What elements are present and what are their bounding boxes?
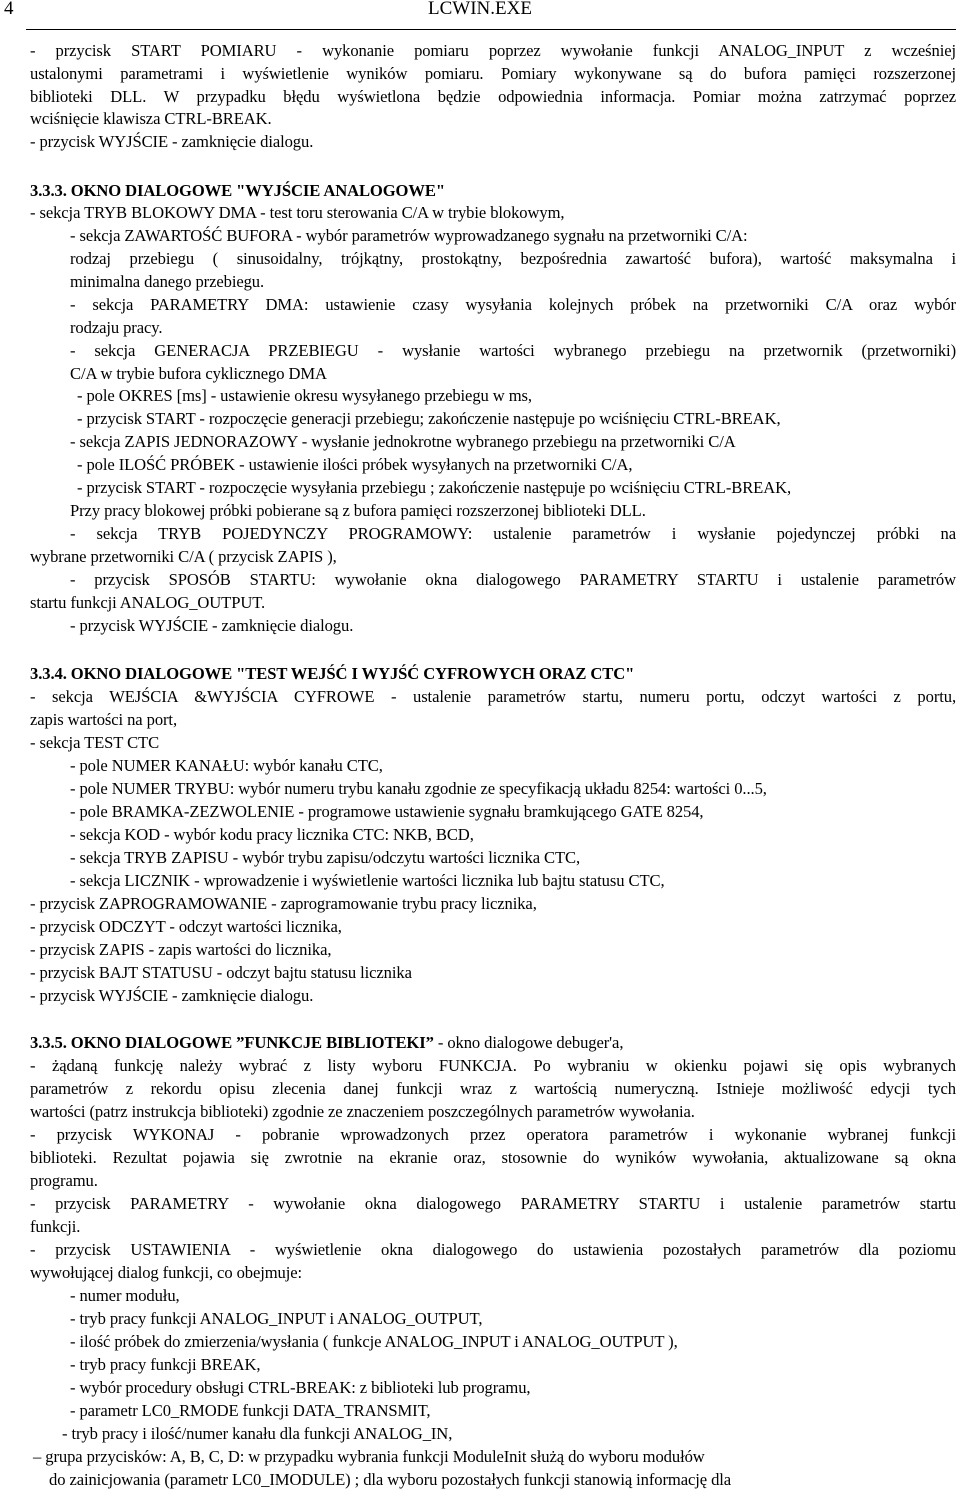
text-line: - pole NUMER KANAŁU: wybór kanału CTC,	[70, 756, 383, 775]
section-heading-line	[30, 1033, 623, 1053]
text-line: wybrane przetworniki C/A ( przycisk ZAPIS ),	[30, 547, 337, 566]
text-line: - ilość próbek do zmierzenia/wysłania ( funkcje ANALOG_INPUT i ANALOG_OUTPUT ),	[70, 1332, 678, 1351]
text-line: wciśnięcie klawisza CTRL-BREAK.	[30, 109, 272, 128]
heading-suffix: - okno dialogowe debuger'a,	[433, 1033, 624, 1052]
page-number: 4	[4, 0, 14, 19]
text-line: - pole NUMER TRYBU: wybór numeru trybu kanału zgodnie ze specyfikacją układu 8254: wartości 0...5,	[70, 779, 767, 798]
text-line: C/A w trybie bufora cyklicznego DMA	[70, 364, 327, 383]
text-line: - przycisk ODCZYT - odczyt wartości licznika,	[30, 917, 342, 936]
text-line: funkcji.	[30, 1217, 81, 1236]
text-line: - parametr LC0_RMODE funkcji DATA_TRANSMIT,	[70, 1401, 431, 1420]
text-line: rodzaj przebiegu ( sinusoidalny, trójkątny, prostokątny, bezpośrednia zawartość bufora), wartość maksymalna i	[70, 249, 956, 268]
text-line: Przy pracy blokowej próbki pobierane są z bufora pamięci rozszerzonej biblioteki DLL.	[70, 501, 646, 520]
text-line: - przycisk PARAMETRY - wywołanie okna dialogowego PARAMETRY STARTU i ustalenie parametrów startu	[30, 1194, 956, 1213]
text-line: do zainicjowania (parametr LC0_IMODULE) ; dla wyboru pozostałych funkcji stanowią informację dla	[49, 1470, 732, 1489]
text-line: - sekcja TRYB POJEDYNCZY PROGRAMOWY: ustalenie parametrów i wysłanie pojedynczej próbki na	[70, 524, 956, 543]
text-line: - pole BRAMKA-ZEZWOLENIE - programowe ustawienie sygnału bramkującego GATE 8254,	[70, 802, 704, 821]
text-line: startu funkcji ANALOG_OUTPUT.	[30, 593, 266, 612]
text-line: ustalonymi parametrami i wyświetlenie wyników pomiaru. Pomiary wykonywane są do bufora pamięci rozszerzonej	[30, 64, 956, 83]
text-line: - przycisk START POMIARU - wykonanie pomiaru poprzez wywołanie funkcji ANALOG_INPUT z wcześniej	[30, 41, 956, 60]
text-line: - przycisk WYJŚCIE - zamknięcie dialogu.	[70, 616, 354, 635]
text-line: - sekcja LICZNIK - wprowadzenie i wyświetlenie wartości licznika lub bajtu statusu CTC,	[70, 871, 665, 890]
text-line: - sekcja ZAWARTOŚĆ BUFORA - wybór parametrów wyprowadzanego sygnału na przetworniki C/A:	[70, 226, 748, 245]
text-line: - numer modułu,	[70, 1286, 180, 1305]
text-line: - sekcja PARAMETRY DMA: ustawienie czasy wysyłania kolejnych próbek na przetworniki C/A oraz wybór	[70, 295, 956, 314]
text-line: - pole ILOŚĆ PRÓBEK - ustawienie ilości próbek wysyłanych na przetworniki C/A,	[77, 455, 633, 474]
text-line: - przycisk BAJT STATUSU - odczyt bajtu statusu licznika	[30, 963, 412, 982]
text-line: - przycisk START - rozpoczęcie wysyłania przebiegu ; zakończenie następuje po wciśnięciu CTRL-BREAK,	[77, 478, 792, 497]
text-line: - przycisk ZAPIS - zapis wartości do licznika,	[30, 940, 332, 959]
page-header	[0, 0, 960, 30]
header-rule	[26, 29, 956, 30]
text-line: rodzaju pracy.	[70, 318, 163, 337]
text-line: - pole OKRES [ms] - ustawienie okresu wysyłanego przebiegu w ms,	[77, 386, 532, 405]
text-line: biblioteki DLL. W przypadku błędu wyświetlona będzie odpowiednia informacja. Pomiar można zatrzymać poprzez	[30, 87, 956, 106]
text-line: - żądaną funkcję należy wybrać z listy wyboru FUNKCJA. Po wybraniu w okienku pojawi się opis wybranych	[30, 1056, 956, 1075]
text-line: - tryb pracy funkcji ANALOG_INPUT i ANALOG_OUTPUT,	[70, 1309, 483, 1328]
text-line: - przycisk ZAPROGRAMOWANIE - zaprogramowanie trybu pracy licznika,	[30, 894, 537, 913]
text-line: parametrów z rekordu opisu zlecenia danej funkcji wraz z wartością numeryczną. Istnieje możliwość edycji tych	[30, 1079, 956, 1098]
text-line: - sekcja TRYB ZAPISU - wybór trybu zapisu/odczytu wartości licznika CTC,	[70, 848, 581, 867]
text-line: - przycisk USTAWIENIA - wyświetlenie okna dialogowego do ustawienia pozostałych parametrów dla poziomu	[30, 1240, 956, 1259]
text-line: programu.	[30, 1171, 98, 1190]
text-line: - przycisk WYKONAJ - pobranie wprowadzonych przez operatora parametrów i wykonanie wybranej funkcji	[30, 1125, 956, 1144]
section-heading: 3.3.4. OKNO DIALOGOWE "TEST WEJŚĆ I WYJŚĆ CYFROWYCH ORAZ CTC"	[30, 664, 635, 683]
section-heading: 3.3.3. OKNO DIALOGOWE "WYJŚCIE ANALOGOWE"	[30, 181, 445, 200]
text-line: minimalna danego przebiegu.	[70, 272, 265, 291]
text-line: - sekcja WEJŚCIA &WYJŚCIA CYFROWE - ustalenie parametrów startu, numeru portu, odczyt wartości z portu,	[30, 687, 956, 706]
text-line: biblioteki. Rezultat pojawia się zwrotnie na ekranie oraz, stosownie do wyników wywołania, aktualizowane są okna	[30, 1148, 956, 1167]
text-line: - tryb pracy i ilość/numer kanału dla funkcji ANALOG_IN,	[62, 1424, 453, 1443]
text-line: - przycisk WYJŚCIE - zamknięcie dialogu.	[30, 132, 314, 151]
text-line: - sekcja KOD - wybór kodu pracy licznika CTC: NKB, BCD,	[70, 825, 474, 844]
text-line: - sekcja TEST CTC	[30, 733, 160, 752]
text-line: - przycisk START - rozpoczęcie generacji przebiegu; zakończenie następuje po wciśnięciu CTRL-BREAK,	[77, 409, 781, 428]
text-line: - przycisk WYJŚCIE - zamknięcie dialogu.	[30, 986, 314, 1005]
page-header-title: LCWIN.EXE	[428, 0, 532, 19]
text-line: - sekcja GENERACJA PRZEBIEGU - wysłanie wartości wybranego przebiegu na przetwornik (przetworniki)	[70, 341, 956, 360]
text-line: wartości (patrz instrukcja biblioteki) zgodnie ze znaczeniem poszczególnych parametrów wywołania.	[30, 1102, 695, 1121]
text-line: - wybór procedury obsługi CTRL-BREAK: z biblioteki lub programu,	[70, 1378, 531, 1397]
text-line: - tryb pracy funkcji BREAK,	[70, 1355, 261, 1374]
text-line: zapis wartości na port,	[30, 710, 177, 729]
text-line: - sekcja TRYB BLOKOWY DMA - test toru sterowania C/A w trybie blokowym,	[30, 203, 565, 222]
section-heading: 3.3.5. OKNO DIALOGOWE ”FUNKCJE BIBLIOTEKI”	[30, 1033, 434, 1052]
text-line: - przycisk SPOSÓB STARTU: wywołanie okna dialogowego PARAMETRY STARTU i ustalenie parametrów	[70, 570, 956, 589]
text-line: – grupa przycisków: A, B, C, D: w przypadku wybrania funkcji ModuleInit służą do wyboru modułów	[33, 1447, 705, 1466]
text-line: wywołującej dialog funkcji, co obejmuje:	[30, 1263, 303, 1282]
text-line: - sekcja ZAPIS JEDNORAZOWY - wysłanie jednokrotne wybranego przebiegu na przetworniki C/A	[70, 432, 736, 451]
